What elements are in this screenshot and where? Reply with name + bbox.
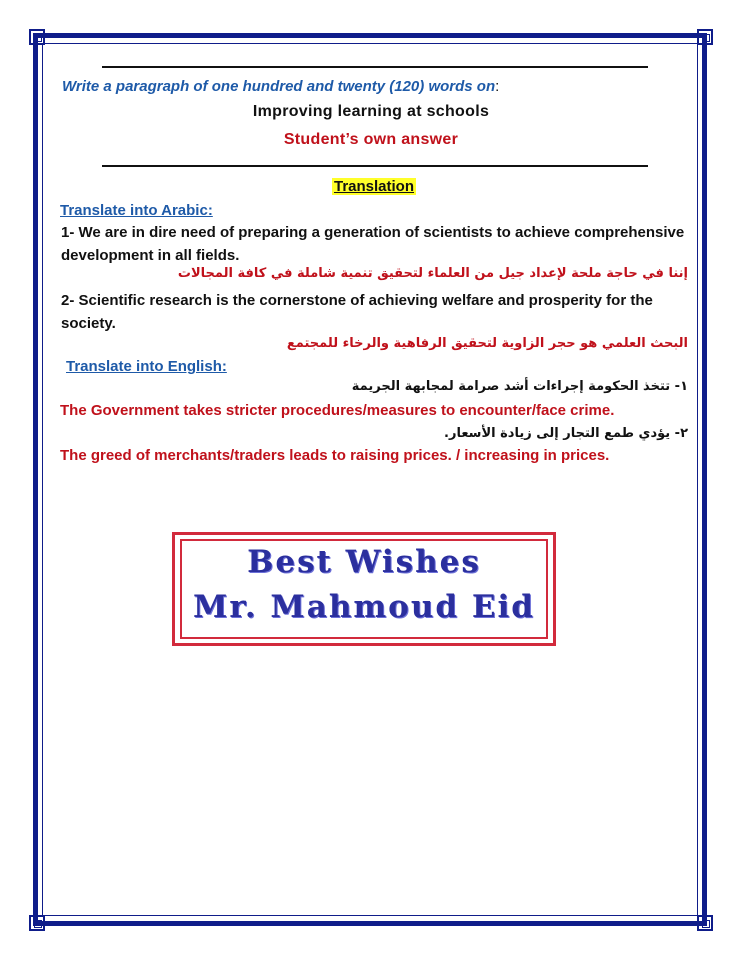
signature-name: Mr. Mahmoud Eid <box>193 589 535 625</box>
arabic-answer-1: إننا في حاجة ملحة لإعداد جيل من العلماء لتحقيق تنمية شاملة في كافة المجالات <box>177 266 688 281</box>
section-heading-english: Translate into English: <box>66 358 227 375</box>
english-answer-1: The Government takes stricter procedures/measures to encounter/face crime. <box>60 402 615 419</box>
divider-middle <box>102 165 648 167</box>
arabic-answer-2: البحث العلمي هو حجر الزاوية لتحقيق الرفاهية والرخاء للمجتمع <box>286 336 688 351</box>
corner-ornament-icon <box>29 29 45 45</box>
signature-wishes: Best Wishes <box>247 544 481 580</box>
page-border-inner <box>42 43 698 916</box>
arabic-question-1: 1- We are in dire need of preparing a generation of scientists to achieve comprehensive development in all fields. <box>61 224 685 264</box>
paragraph-topic: Improving learning at schools <box>252 103 490 120</box>
arabic-question-2: 2- Scientific research is the cornerstone of achieving welfare and prosperity for the society. <box>61 292 653 332</box>
translation-title: Translation <box>333 178 415 195</box>
english-question-2: ٢- يؤدي طمع التجار إلى زيادة الأسعار. <box>444 426 688 441</box>
prompt-colon: : <box>495 78 500 95</box>
corner-ornament-icon <box>697 29 713 45</box>
paragraph-prompt: Write a paragraph of one hundred and twenty (120) words on: <box>62 78 500 95</box>
english-answer-2: The greed of merchants/traders leads to raising prices. / increasing in prices. <box>60 447 610 464</box>
section-heading-arabic: Translate into Arabic: <box>60 202 213 219</box>
english-question-1: ١- تتخذ الحكومة إجراءات أشد صرامة لمجابهة الجريمة <box>351 379 688 394</box>
corner-ornament-icon <box>29 915 45 931</box>
divider-top <box>102 66 648 68</box>
corner-ornament-icon <box>697 915 713 931</box>
answer-note: Student’s own answer <box>283 131 459 148</box>
